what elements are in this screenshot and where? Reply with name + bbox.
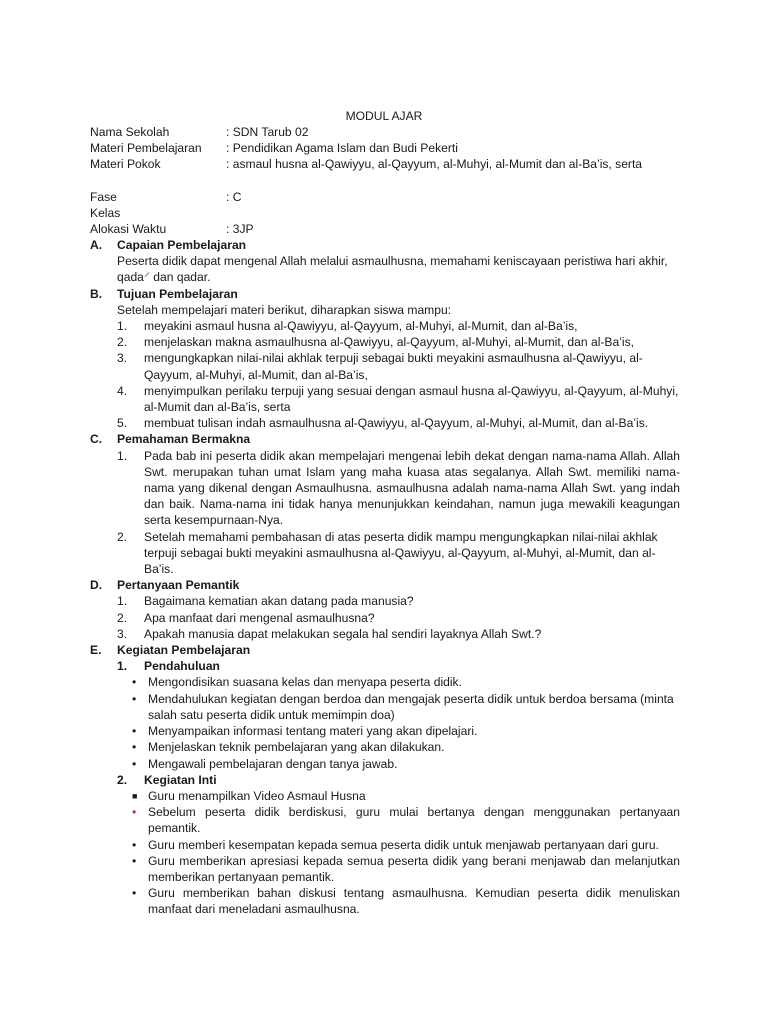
meta-value: : asmaul husna al-Qawiyyu, al-Qayyum, al-Muhyi, al-Mumit dan al-Ba’is, serta xyxy=(226,157,643,172)
list-text: mengungkapkan nilai-nilai akhlak terpuji sebagai bukti meyakini asmaulhusna al-Qawiyyu, al-Qayyum, al-Muhyi, al-Mumit, dan al-Ba’is, xyxy=(144,351,643,382)
bullet-text: Sebelum peserta didik berdiskusi, guru mulai bertanya dengan menggunakan pertanyaan pemantik. xyxy=(148,805,680,836)
section-title: Tujuan Pembelajaran xyxy=(117,286,238,301)
numbered-list xyxy=(117,318,680,431)
list-item xyxy=(117,529,680,578)
section-letter: A. xyxy=(90,238,103,252)
section-title: Kegiatan Pembelajaran xyxy=(117,643,251,658)
meta-value xyxy=(226,205,690,221)
bullet-text: Guru memberikan apresiasi kepada semua peserta didik yang berani menjawab dan melanjutkan memberikan pertanyaan pemantik. xyxy=(148,853,680,884)
meta-value: : 3JP xyxy=(226,222,254,237)
list-text: menyimpulkan perilaku terpuji yang sesuai dengan asmaul husna al-Qawiyyu, al-Qayyum, al-Muhyi, al-Mumit dan al-Ba’is, serta xyxy=(144,383,679,415)
numbered-list xyxy=(117,593,680,642)
document-body xyxy=(90,237,680,918)
meta-value: : Pendidikan Agama Islam dan Budi Pekerti xyxy=(226,141,458,156)
bullet-text: Mendahulukan kegiatan dengan berdoa dan mengajak peserta didik untuk berdoa bersama (minta salah satu peserta didik untuk memimpin doa) xyxy=(148,691,674,722)
list-text: Apakah manusia dapat melakukan segala hal sendiri layaknya Allah Swt.? xyxy=(144,626,542,641)
list-text: meyakini asmaul husna al-Qawiyyu, al-Qayyum, al-Muhyi, al-Mumit, dan al-Ba’is, xyxy=(144,319,578,334)
section-intro: Setelah mempelajari materi berikut, diharapkan siswa mampu: xyxy=(117,302,452,317)
meta-row-topic xyxy=(90,156,690,172)
bullet-icon: • xyxy=(132,691,137,706)
meta-row-class xyxy=(90,205,690,221)
subsection-title: Pendahuluan xyxy=(144,659,220,674)
bullet-item xyxy=(132,885,680,917)
bullet-text: Mengawali pembelajaran dengan tanya jawab. xyxy=(148,756,398,771)
meta-row-phase xyxy=(90,189,690,205)
section-heading-e xyxy=(90,642,680,658)
list-number: 1. xyxy=(117,448,128,463)
list-item xyxy=(117,383,680,415)
square-bullet-icon: ■ xyxy=(132,790,138,801)
list-text: Apa manfaat dari mengenal asmaulhusna? xyxy=(144,610,375,625)
subsection-heading-pendahuluan xyxy=(117,658,680,674)
meta-label: Materi Pembelajaran xyxy=(90,141,202,156)
bullet-icon: • xyxy=(132,724,137,739)
bullet-list xyxy=(132,788,680,918)
bullet-icon: • xyxy=(132,853,137,868)
bullet-item xyxy=(132,804,680,836)
list-number: 2. xyxy=(117,529,128,544)
meta-label: Fase xyxy=(90,189,117,204)
list-item xyxy=(117,448,680,529)
subsection-heading-kegiatan-inti xyxy=(117,772,680,788)
section-heading-a xyxy=(90,237,680,253)
bullet-text: Menjelaskan teknik pembelajaran yang akan dilakukan. xyxy=(148,740,445,755)
meta-label: Alokasi Waktu xyxy=(90,222,167,237)
section-heading-c xyxy=(90,431,680,447)
list-text: Bagaimana kematian akan datang pada manusia? xyxy=(144,594,414,609)
section-letter: B. xyxy=(90,286,103,301)
list-number: 3. xyxy=(117,351,128,366)
section-title: Capaian Pembelajaran xyxy=(117,238,247,252)
section-paragraph: Peserta didik dapat mengenal Allah melalui asmaulhusna, memahami keniscayaan peristiwa hari akhir, qada⸍ dan qadar. xyxy=(117,254,668,285)
document-title: MODUL AJAR xyxy=(345,109,423,123)
meta-label: Materi Pokok xyxy=(90,157,161,172)
bullet-item xyxy=(132,723,680,739)
section-letter: D. xyxy=(90,578,103,593)
bullet-item xyxy=(132,739,680,755)
meta-block xyxy=(90,124,690,237)
list-number: 1. xyxy=(117,319,128,334)
list-number: 2. xyxy=(117,335,128,350)
list-number: 3. xyxy=(117,626,128,641)
bullet-icon: • xyxy=(132,740,137,755)
section-heading-d xyxy=(90,577,680,593)
bullet-text: Guru menampilkan Video Asmaul Husna xyxy=(148,788,366,803)
list-number: 4. xyxy=(117,383,128,398)
list-number: 5. xyxy=(117,416,128,431)
section-title: Pemahaman Bermakna xyxy=(117,432,251,447)
section-letter: E. xyxy=(90,643,102,658)
section-letter: C. xyxy=(90,432,103,447)
list-number: 2. xyxy=(117,610,128,625)
section-title: Pertanyaan Pemantik xyxy=(117,578,240,593)
bullet-item xyxy=(132,788,680,804)
bullet-item xyxy=(132,691,680,723)
red-bullet-icon: • xyxy=(132,805,137,820)
subsection-number: 2. xyxy=(117,772,128,787)
list-number: 1. xyxy=(117,594,128,609)
bullet-icon: • xyxy=(132,837,137,852)
bullet-text: Mengondisikan suasana kelas dan menyapa peserta didik. xyxy=(148,675,462,690)
list-item xyxy=(117,334,680,350)
numbered-list xyxy=(117,448,680,578)
bullet-icon: • xyxy=(132,886,137,901)
bullet-text: Menyampaikan informasi tentang materi yang akan dipelajari. xyxy=(148,724,478,739)
subsection-number: 1. xyxy=(117,659,128,674)
list-item xyxy=(117,626,680,642)
bullet-icon: • xyxy=(132,675,137,690)
bullet-item xyxy=(132,756,680,772)
meta-value: : C xyxy=(226,189,242,204)
meta-row-time xyxy=(90,221,690,237)
meta-value: : SDN Tarub 02 xyxy=(226,125,309,139)
meta-row-school xyxy=(90,124,690,140)
section-heading-b xyxy=(90,286,680,302)
subsection-title: Kegiatan Inti xyxy=(144,772,217,787)
bullet-item xyxy=(132,853,680,885)
bullet-list xyxy=(132,674,680,771)
bullet-text: Guru memberi kesempatan kepada semua peserta didik untuk menjawab pertanyaan dari guru. xyxy=(148,837,659,852)
meta-label: Kelas xyxy=(90,205,121,220)
bullet-item xyxy=(132,837,680,853)
bullet-icon: • xyxy=(132,756,137,771)
list-item xyxy=(117,415,680,431)
bullet-item xyxy=(132,674,680,690)
list-item xyxy=(117,350,680,382)
list-text: membuat tulisan indah asmaulhusna al-Qawiyyu, al-Qayyum, al-Muhyi, al-Mumit, dan al-Ba’is. xyxy=(144,416,649,431)
list-item xyxy=(117,610,680,626)
bullet-text: Guru memberikan bahan diskusi tentang asmaulhusna. Kemudian peserta didik menuliskan manfaat dari meneladani asmaulhusna. xyxy=(148,886,680,917)
list-text: menjelaskan makna asmaulhusna al-Qawiyyu, al-Qayyum, al-Muhyi, al-Mumit, dan al-Ba’is, xyxy=(144,335,634,350)
list-text: Pada bab ini peserta didik akan mempelajari mengenai lebih dekat dengan nama-nama Allah. Allah Swt. merupakan tuhan umat Islam yang maha kuasa atas segalanya. Allah Swt. memiliki nama-nama yang dikenal dengan Asmaulhusna. asmaulhusna adalah nama-nama Allah Swt. yang indah dan baik. Nama-nama ini tidak hanya menunjukkan keindahan, namun juga mewakili keagungan serta kesempurnaan-Nya. xyxy=(144,448,680,528)
list-text: Setelah memahami pembahasan di atas peserta didik mampu mengungkapkan nilai-nilai akhlak terpuji sebagai bukti meyakini asmaulhusna al-Qawiyyu, al-Qayyum, al-Muhyi, al-Mumit, dan al-Ba’is. xyxy=(144,529,658,577)
spacer xyxy=(90,173,690,189)
list-item xyxy=(117,593,680,609)
meta-row-subject xyxy=(90,140,690,156)
list-item xyxy=(117,318,680,334)
meta-label: Nama Sekolah xyxy=(90,125,170,139)
